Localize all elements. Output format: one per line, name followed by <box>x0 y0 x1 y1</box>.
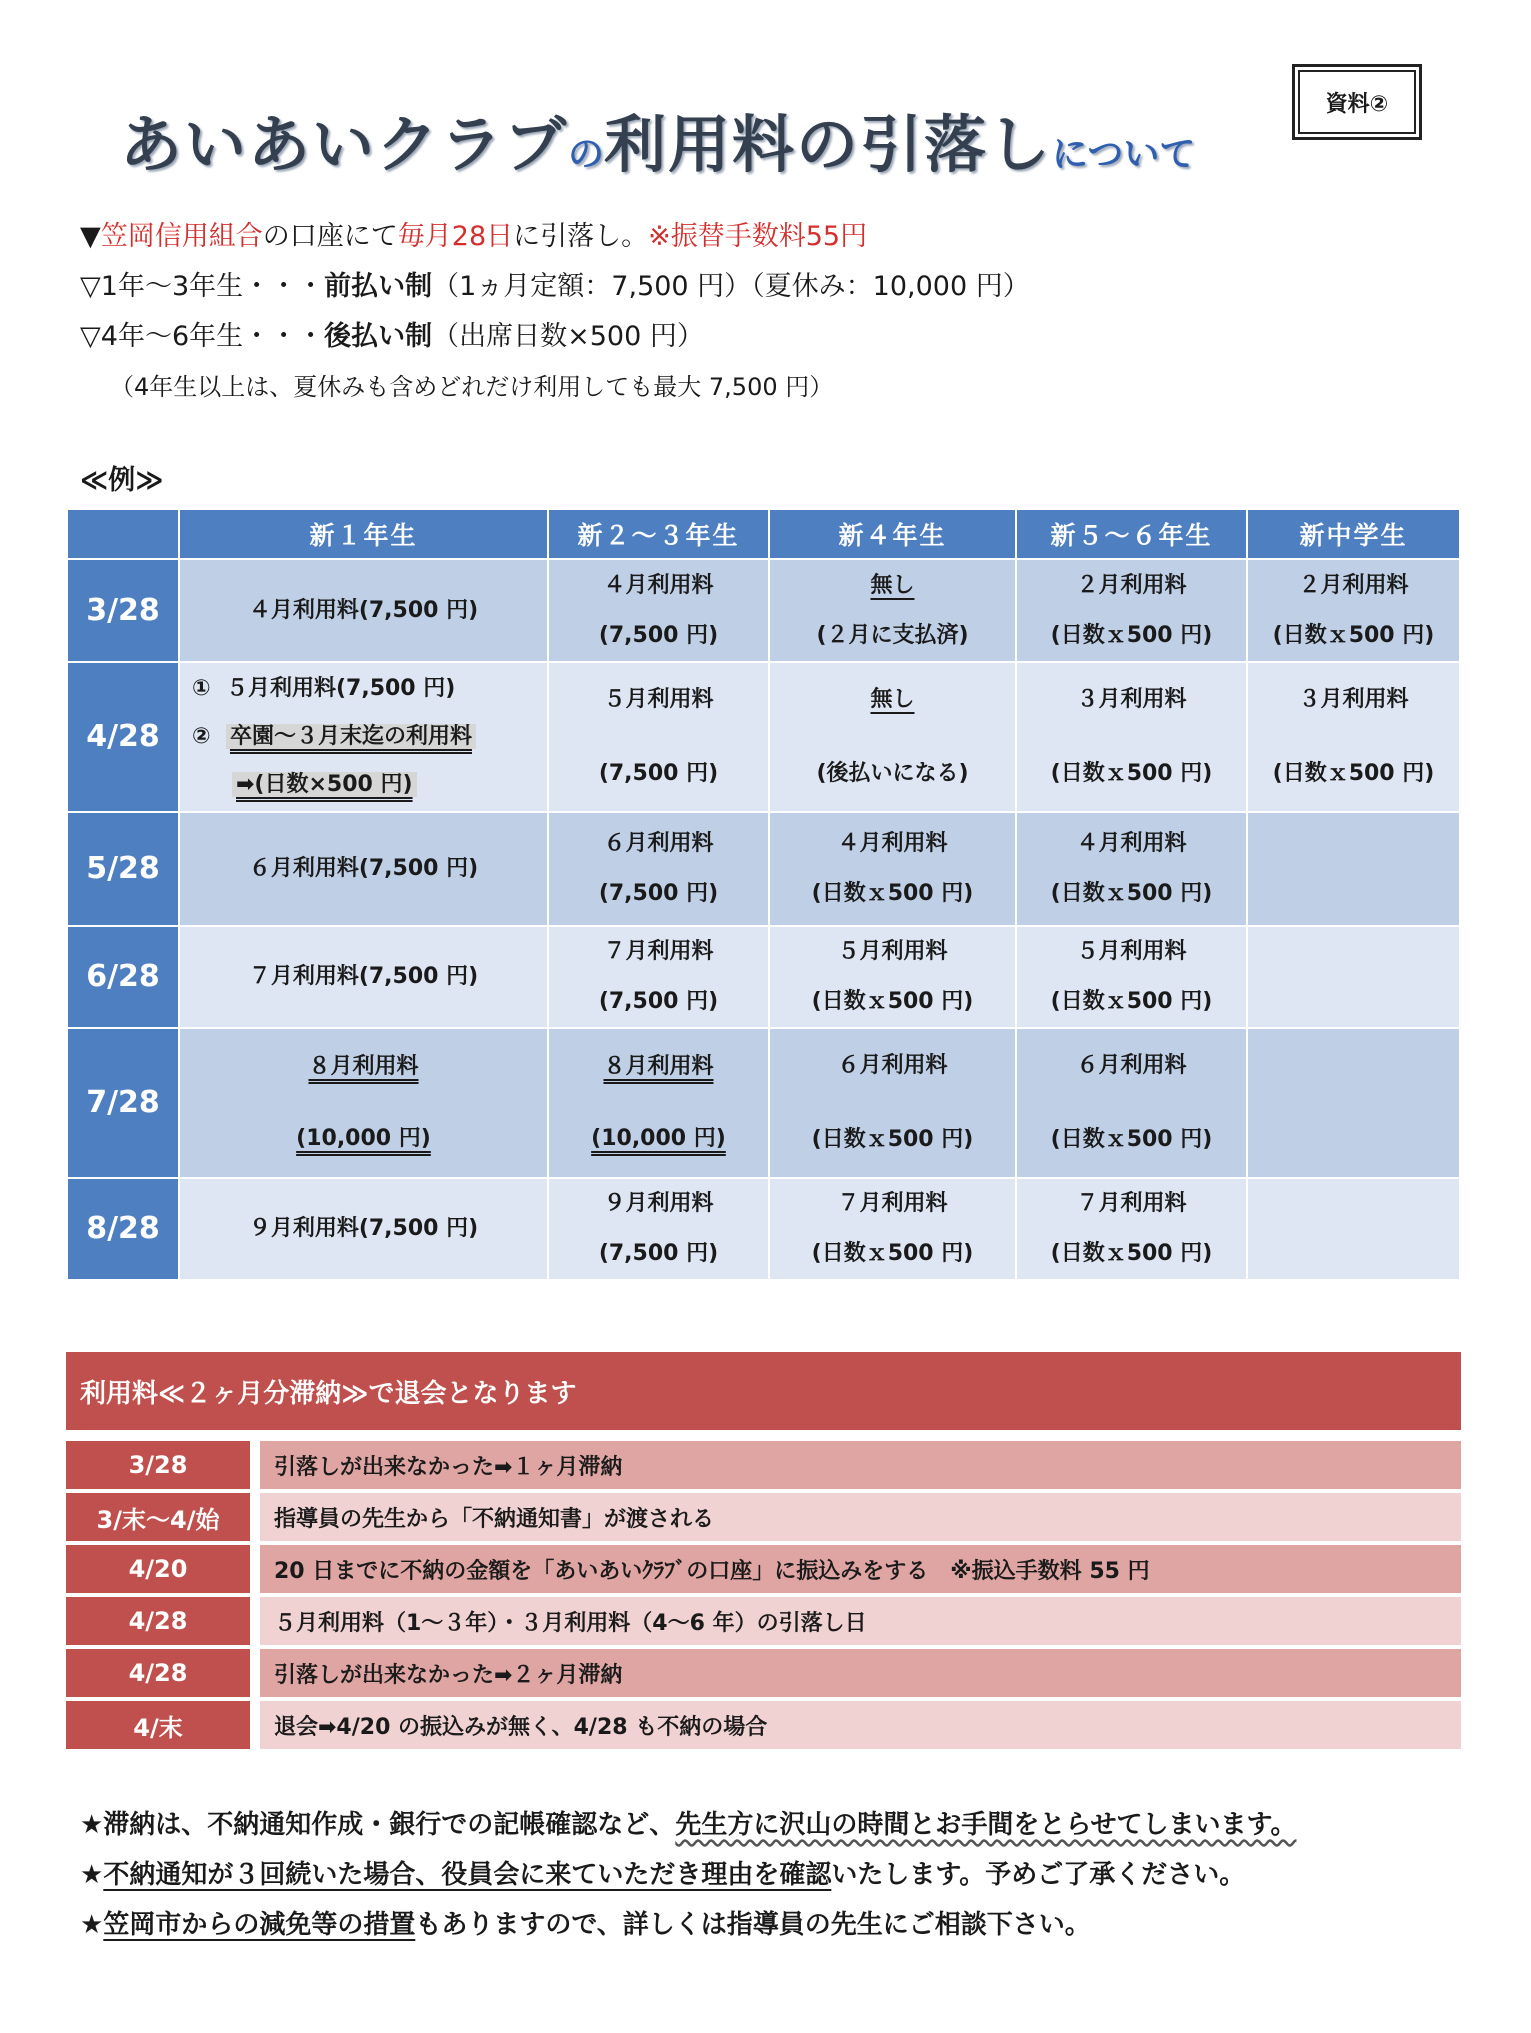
cell-grade4 <box>769 662 1016 812</box>
note-text: いたします。予めご了承ください。 <box>831 1860 1246 1890</box>
intro-line-bank <box>80 212 1030 262</box>
cell-line: ５月利用料 <box>1076 939 1187 964</box>
cell-line: (日数ｘ500 円) <box>1272 622 1435 648</box>
cell-line: ７月利用料 <box>1076 1191 1187 1216</box>
document-label-box <box>1292 64 1422 140</box>
cell-line: (日数ｘ500 円) <box>811 1241 974 1266</box>
cell-line: (7,500 円) <box>598 989 719 1014</box>
table-row <box>67 559 1460 662</box>
notes-section <box>80 1800 1296 1950</box>
late-text: ５月利用料（1～３年）・３月利用料（4～6 年）の引落し日 <box>260 1597 1461 1645</box>
header-grade5-6: 新５～６年生 <box>1016 509 1247 559</box>
note-text: もありますので、詳しくは指導員の先生にご相談下さい。 <box>415 1910 1091 1940</box>
cell-grade2-3 <box>548 926 769 1028</box>
cell-line: ３月利用料 <box>1076 687 1187 712</box>
note-2 <box>80 1850 1296 1900</box>
cell-line: ７月利用料 <box>837 1191 948 1216</box>
cell-line: 無し <box>870 572 915 598</box>
header-junior-high: 新中学生 <box>1247 509 1460 559</box>
row-date: 3/28 <box>67 559 179 662</box>
cell-grade5-6 <box>1016 1028 1247 1178</box>
row-date: 4/28 <box>67 662 179 812</box>
late-text: 20 日までに不納の金額を「あいあいｸﾗﾌﾞの口座」に振込みをする ※振込手数料 55 円 <box>260 1545 1461 1593</box>
cell-grade2-3 <box>548 559 769 662</box>
late-text: 引落しが出来なかった➡１ヶ月滞納 <box>260 1441 1461 1489</box>
note-1 <box>80 1800 1296 1850</box>
cell-grade4 <box>769 812 1016 926</box>
debit-day: 毎月28日 <box>397 221 514 252</box>
title-part-club: あいあいクラブ <box>120 108 569 181</box>
cell-line: (7,500 円) <box>598 881 719 906</box>
document-label: 資料② <box>1325 91 1389 117</box>
cell-line: (10,000 円) <box>591 1126 726 1151</box>
cell-line: ６月利用料 <box>837 1053 948 1078</box>
cell-line: (２月に支払済) <box>816 622 969 648</box>
cell-line: ４月利用料 <box>1076 831 1187 856</box>
table-row <box>67 1178 1460 1280</box>
cell-line: (日数ｘ500 円) <box>1050 1127 1213 1152</box>
cell-line: (日数ｘ500 円) <box>1050 1241 1213 1266</box>
cell-line: ５月利用料 <box>603 687 714 712</box>
late-payment-table <box>66 1437 1461 1753</box>
row-date: 7/28 <box>67 1028 179 1178</box>
prepay-detail: （1ヵ月定額：7,500 円）（夏休み：10,000 円） <box>432 271 1030 302</box>
cell-line <box>180 713 547 761</box>
star-marker: ★ <box>80 1860 104 1890</box>
title-part-about: について <box>1052 134 1196 175</box>
cell-line: ８月利用料 <box>308 1054 419 1079</box>
row-date: 6/28 <box>67 926 179 1028</box>
header-grade4: 新４年生 <box>769 509 1016 559</box>
cell-grade1 <box>179 1028 548 1178</box>
star-marker: ★ <box>80 1910 104 1940</box>
cell-junior-high-empty <box>1247 812 1460 926</box>
note-emphasis: 笠岡市からの減免等の措置 <box>103 1910 416 1940</box>
cell-grade4 <box>769 926 1016 1028</box>
cell-line: (後払いになる) <box>816 761 969 786</box>
cell-line: (日数ｘ500 円) <box>1050 622 1213 648</box>
cell-line: (日数ｘ500 円) <box>1050 989 1213 1014</box>
late-date: 4/28 <box>66 1649 250 1697</box>
intro-text: に引落し。 <box>513 221 649 252</box>
cell-grade1: ９月利用料(7,500 円) <box>179 1178 548 1280</box>
cell-line: (10,000 円) <box>296 1126 431 1151</box>
cell-grade2-3 <box>548 1178 769 1280</box>
late-text: 退会➡4/20 の振込みが無く、4/28 も不納の場合 <box>260 1701 1461 1749</box>
intro-line-grade4-6 <box>80 312 1030 362</box>
cell-grade1: ６月利用料(7,500 円) <box>179 812 548 926</box>
title-part-no: の <box>568 134 605 175</box>
cell-line: ６月利用料 <box>1076 1053 1187 1078</box>
grade-label: ▽4年～6年生・・・ <box>80 321 325 352</box>
cell-grade4 <box>769 1028 1016 1178</box>
cell-line: (7,500 円) <box>598 761 719 786</box>
cell-line: ４月利用料 <box>603 572 714 598</box>
late-date: 3/末～4/始 <box>66 1493 250 1541</box>
cell-junior-high <box>1247 662 1460 812</box>
cell-line: (7,500 円) <box>598 622 719 648</box>
cell-grade5-6 <box>1016 926 1247 1028</box>
cell-line: ３月利用料 <box>1298 687 1409 712</box>
cell-line: (日数ｘ500 円) <box>1050 761 1213 786</box>
table-row <box>67 812 1460 926</box>
cell-line <box>180 665 547 713</box>
cell-junior-high-empty <box>1247 1028 1460 1178</box>
table-header-row <box>67 509 1460 559</box>
cell-line: ８月利用料 <box>603 1054 714 1079</box>
cell-text: ５月利用料(7,500 円) <box>225 676 456 701</box>
note-text: ★滞納は、不納通知作成・銀行での記帳確認など、 <box>80 1810 676 1840</box>
cell-junior-high-empty <box>1247 1178 1460 1280</box>
late-row <box>66 1441 1461 1489</box>
cell-line: (日数ｘ500 円) <box>1050 881 1213 906</box>
header-grade1: 新１年生 <box>179 509 548 559</box>
late-row <box>66 1597 1461 1645</box>
late-text: 指導員の先生から「不納通知書」が渡される <box>260 1493 1461 1541</box>
note-emphasis: 不納通知が３回続いた場合、役員会に来ていただき理由を確認 <box>103 1860 832 1890</box>
row-date: 5/28 <box>67 812 179 926</box>
grade-label: ▽1年～3年生・・・ <box>80 271 325 302</box>
cell-line: (日数ｘ500 円) <box>1272 761 1435 786</box>
cell-line: 無し <box>870 687 915 712</box>
cell-grade5-6 <box>1016 559 1247 662</box>
postpay-label: 後払い制 <box>324 321 433 352</box>
cell-line: ４月利用料 <box>837 831 948 856</box>
page-title <box>120 95 1195 184</box>
table-row <box>67 926 1460 1028</box>
circled-number: ① <box>192 676 211 701</box>
title-part-fee: 利用料の引落し <box>604 108 1053 181</box>
bank-name: 笠岡信用組合 <box>100 221 263 252</box>
cell-grade1 <box>179 662 548 812</box>
cell-grade4 <box>769 559 1016 662</box>
cell-junior-high <box>1247 559 1460 662</box>
cell-line <box>180 761 547 809</box>
row-date: 8/28 <box>67 1178 179 1280</box>
late-row <box>66 1701 1461 1749</box>
cell-grade1: ７月利用料(7,500 円) <box>179 926 548 1028</box>
transfer-fee: ※振替手数料55円 <box>648 221 868 252</box>
header-grade2-3: 新２～３年生 <box>548 509 769 559</box>
triangle-marker: ▼ <box>80 221 101 252</box>
cell-junior-high-empty <box>1247 926 1460 1028</box>
cell-text: ➡(日数×500 円) <box>232 772 417 797</box>
cell-line: (日数ｘ500 円) <box>811 989 974 1014</box>
header-empty <box>67 509 179 559</box>
intro-note: （4年生以上は、夏休みも含めどれだけ利用しても最大 7,500 円） <box>110 373 834 401</box>
cell-line: ５月利用料 <box>837 939 948 964</box>
circled-number: ② <box>192 724 211 749</box>
late-text: 引落しが出来なかった➡２ヶ月滞納 <box>260 1649 1461 1697</box>
example-table <box>66 508 1461 1281</box>
cell-grade2-3 <box>548 1028 769 1178</box>
late-row <box>66 1649 1461 1697</box>
intro-text: の口座にて <box>262 221 398 252</box>
intro-section <box>80 212 1030 412</box>
cell-line: (7,500 円) <box>598 1241 719 1266</box>
cell-grade1: ４月利用料(7,500 円) <box>179 559 548 662</box>
table-row <box>67 1028 1460 1178</box>
late-row <box>66 1545 1461 1593</box>
cell-line: ７月利用料 <box>603 939 714 964</box>
cell-grade5-6 <box>1016 662 1247 812</box>
cell-grade2-3 <box>548 662 769 812</box>
cell-grade4 <box>769 1178 1016 1280</box>
late-row <box>66 1493 1461 1541</box>
late-payment-heading: 利用料≪２ヶ月分滞納≫で退会となります <box>66 1352 1461 1430</box>
late-date: 4/20 <box>66 1545 250 1593</box>
example-label: ≪例≫ <box>80 465 164 496</box>
late-date: 4/末 <box>66 1701 250 1749</box>
table-row <box>67 662 1460 812</box>
cell-line: ２月利用料 <box>1298 572 1409 598</box>
cell-line: ２月利用料 <box>1076 572 1187 598</box>
postpay-detail: （出席日数×500 円） <box>432 321 704 352</box>
cell-grade5-6 <box>1016 1178 1247 1280</box>
intro-line-grade1-3 <box>80 262 1030 312</box>
prepay-label: 前払い制 <box>324 271 433 302</box>
late-date: 4/28 <box>66 1597 250 1645</box>
late-date: 3/28 <box>66 1441 250 1489</box>
cell-line: (日数ｘ500 円) <box>811 881 974 906</box>
cell-grade2-3 <box>548 812 769 926</box>
cell-text: 卒園～３月末迄の利用料 <box>226 724 476 749</box>
note-emphasis: 先生方に沢山の時間とお手間をとらせてしまいます。 <box>675 1810 1297 1840</box>
cell-line: ６月利用料 <box>603 831 714 856</box>
note-3 <box>80 1900 1296 1950</box>
cell-line: ９月利用料 <box>603 1191 714 1216</box>
cell-line: (日数ｘ500 円) <box>811 1127 974 1152</box>
cell-grade5-6 <box>1016 812 1247 926</box>
